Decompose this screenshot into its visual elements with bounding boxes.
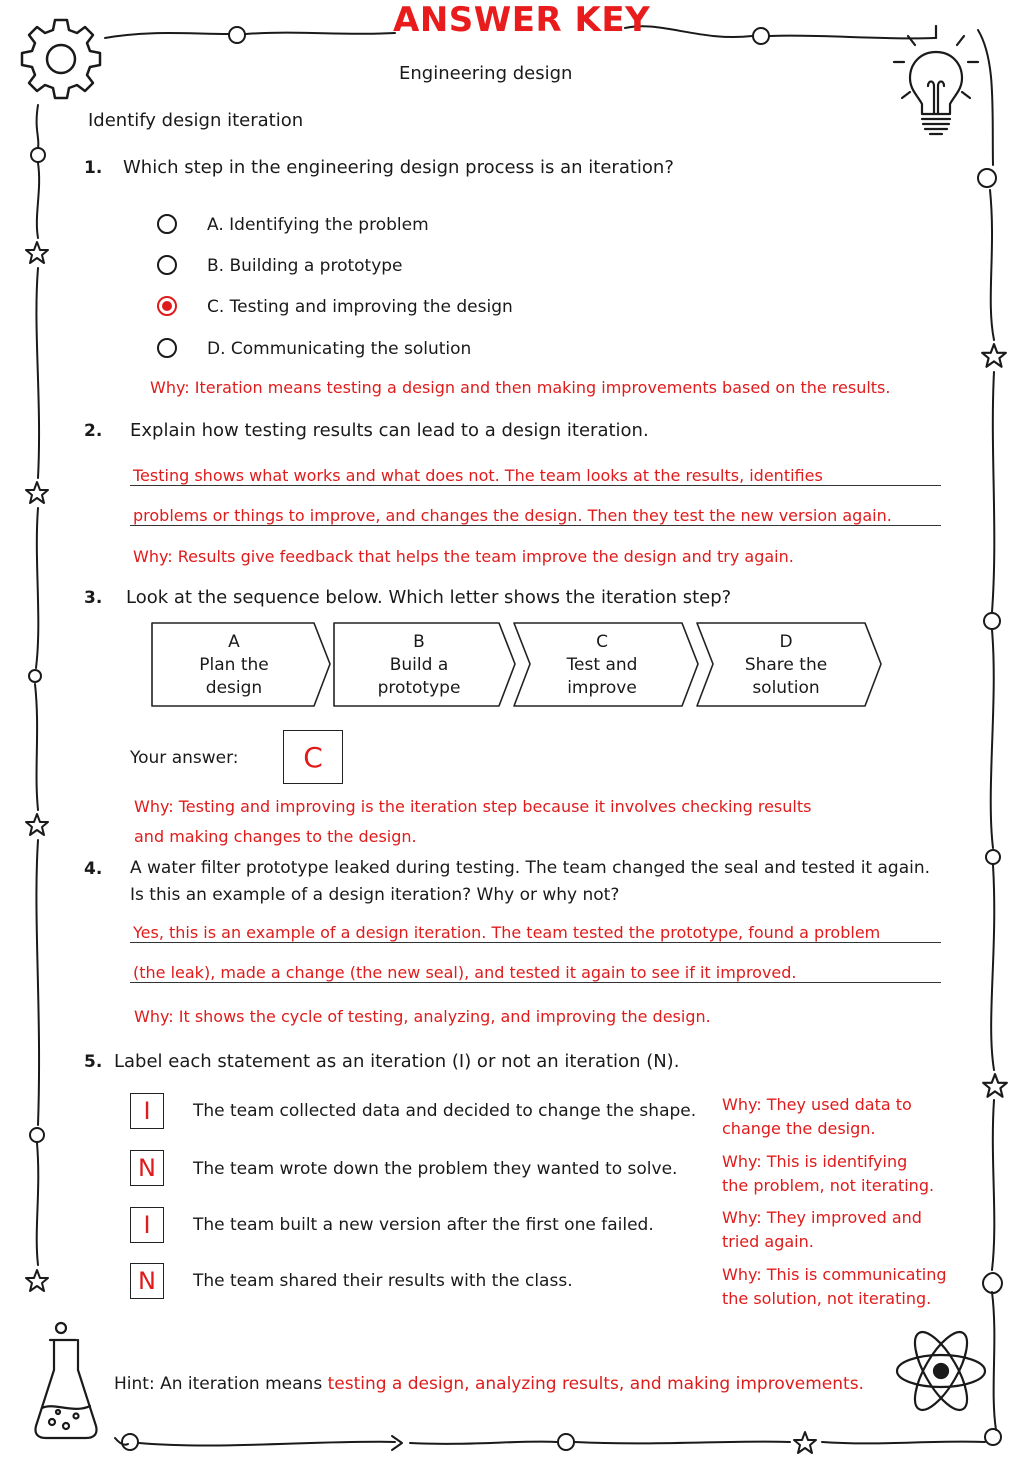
q4-question-line-2: Is this an example of a design iteration? Why or why not?	[130, 885, 620, 905]
q5-mark-1[interactable]: I	[130, 1093, 164, 1129]
q5-mark-4[interactable]: N	[130, 1263, 164, 1299]
step-d	[704, 631, 868, 700]
star-icon	[24, 240, 50, 266]
q2-number: 2.	[84, 421, 103, 441]
q1-option-b: B. Building a prototype	[207, 256, 403, 276]
q5-why-4b: the solution, not iterating.	[722, 1289, 932, 1308]
q1-option-d-radio[interactable]	[157, 338, 177, 358]
q4-number: 4.	[84, 859, 103, 879]
q4-why: Why: It shows the cycle of testing, analyzing, and improving the design.	[134, 1007, 711, 1026]
subject-title: Engineering design	[399, 63, 573, 84]
q5-statement-3: The team built a new version after the first one failed.	[193, 1215, 654, 1235]
q3-answer-box[interactable]: C	[283, 730, 343, 784]
q1-option-a-radio[interactable]	[157, 214, 177, 234]
q1-option-c: C. Testing and improving the design	[207, 297, 513, 317]
q1-option-a: A. Identifying the problem	[207, 215, 429, 235]
step-c-line1: Test and	[566, 655, 638, 675]
step-d-line2: solution	[752, 678, 820, 698]
q5-why-1a: Why: They used data to	[722, 1095, 912, 1114]
hint	[114, 1374, 864, 1394]
star-icon	[981, 1072, 1009, 1100]
star-icon	[792, 1430, 818, 1456]
q4-question-line-1: A water filter prototype leaked during testing. The team changed the seal and tested it again.	[130, 858, 931, 878]
star-icon	[24, 812, 50, 838]
step-a	[152, 631, 316, 700]
q4-answer-line-2: (the leak), made a change (the new seal), and tested it again to see if it improved.	[130, 963, 941, 983]
q5-why-4a: Why: This is communicating	[722, 1265, 947, 1284]
q3-question: Look at the sequence below. Which letter shows the iteration step?	[126, 587, 732, 608]
q3-why-line-2: and making changes to the design.	[134, 827, 417, 846]
q2-answer-line-1: Testing shows what works and what does not. The team looks at the results, identifies	[130, 466, 941, 486]
step-d-line1: Share the	[744, 655, 828, 675]
star-icon	[980, 342, 1008, 370]
q2-why: Why: Results give feedback that helps the team improve the design and try again.	[133, 547, 794, 566]
step-c-letter: C	[596, 632, 608, 652]
q1-question: Which step in the engineering design process is an iteration?	[123, 157, 674, 178]
step-b	[336, 631, 502, 700]
q5-why-2b: the problem, not iterating.	[722, 1176, 935, 1195]
q5-statement-4: The team shared their results with the class.	[193, 1271, 573, 1291]
topic-title: Identify design iteration	[88, 110, 304, 131]
q5-mark-2[interactable]: N	[130, 1150, 164, 1186]
q1-why: Why: Iteration means testing a design and then making improvements based on the results.	[150, 378, 891, 397]
atom-icon	[892, 1322, 990, 1420]
step-a-line2: design	[205, 678, 263, 698]
q5-number: 5.	[84, 1052, 103, 1072]
q5-statement-1: The team collected data and decided to change the shape.	[193, 1101, 697, 1121]
q5-question: Label each statement as an iteration (I) or not an iteration (N).	[114, 1051, 680, 1072]
q5-why-3b: tried again.	[722, 1232, 814, 1251]
q2-answer-line-2: problems or things to improve, and changes the design. Then they test the new version again.	[130, 506, 941, 526]
gear-icon	[18, 16, 104, 102]
hint-highlight: testing a design, analyzing results, and making improvements.	[327, 1374, 864, 1394]
step-c	[520, 631, 684, 700]
step-b-letter: B	[413, 632, 425, 652]
lightbulb-icon	[888, 20, 984, 144]
step-a-line1: Plan the	[199, 655, 269, 675]
flask-icon	[28, 1318, 114, 1442]
star-icon	[24, 480, 50, 506]
q5-why-3a: Why: They improved and	[722, 1208, 922, 1227]
q1-option-c-radio[interactable]	[157, 296, 177, 316]
q3-number: 3.	[84, 588, 103, 608]
step-d-letter: D	[779, 632, 793, 652]
q5-mark-3[interactable]: I	[130, 1207, 164, 1243]
q1-number: 1.	[84, 158, 103, 178]
q3-why-line-1: Why: Testing and improving is the iteration step because it involves checking results	[134, 797, 812, 816]
q1-option-d: D. Communicating the solution	[207, 339, 472, 359]
step-a-letter: A	[228, 632, 240, 652]
answer-key-title: ANSWER KEY	[393, 0, 651, 40]
q4-answer-line-1: Yes, this is an example of a design iteration. The team tested the prototype, found a problem	[130, 923, 941, 943]
hint-prefix: Hint: An iteration means	[114, 1374, 328, 1394]
flower-icon	[980, 1270, 1006, 1296]
step-b-line2: prototype	[377, 678, 461, 698]
step-b-line1: Build a	[389, 655, 449, 675]
q5-statement-2: The team wrote down the problem they wanted to solve.	[193, 1159, 678, 1179]
star-icon	[24, 1268, 50, 1294]
q1-option-b-radio[interactable]	[157, 255, 177, 275]
step-c-line2: improve	[567, 678, 637, 698]
your-answer-label: Your answer:	[130, 748, 239, 768]
q5-why-1b: change the design.	[722, 1119, 876, 1138]
q5-why-2a: Why: This is identifying	[722, 1152, 908, 1171]
q2-question: Explain how testing results can lead to a design iteration.	[130, 420, 649, 441]
